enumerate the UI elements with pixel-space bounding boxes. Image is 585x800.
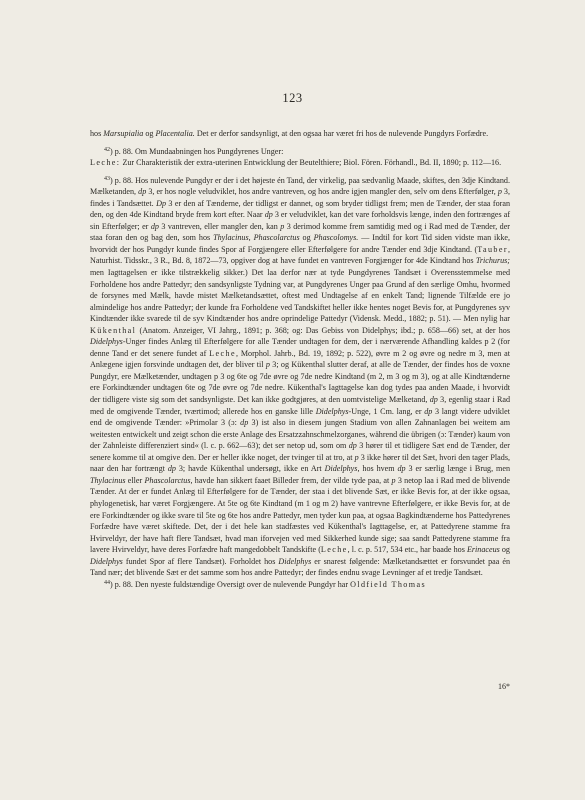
text-run: er snarest følgende: Mælketandsættet er forsvundet paa én Tand nær; det blivende Sæt er det samme som hos andre Pattedyr; der findes endnu svage Levninger af et tredje Tandsæt.	[90, 556, 510, 578]
italic-run: p	[354, 452, 359, 462]
author-name: Oldfield Thomas	[350, 579, 426, 589]
italic-run: Trichurus;	[475, 256, 510, 266]
text-run: -Unge, 1 Cm. lang, er	[348, 406, 425, 416]
italic-run: Dp	[156, 198, 166, 208]
italic-run: dp	[397, 464, 406, 474]
italic-run: Didelphys	[315, 406, 349, 416]
text-run: hos	[90, 129, 104, 138]
text-run: ) p. 88. Den nyeste fuldstændige Oversigt over de nulevende Pungdyr har	[110, 579, 351, 589]
text-run: og	[143, 129, 156, 138]
text-run: — Indtil for kort Tid siden vidste man ikke, hvorvidt der hos Pungdyr kunde findes Spor af Forgjængere eller Efterfølgere for andre Tænder end 3dje Kindtand. (	[90, 233, 511, 254]
text-run: eller	[125, 475, 145, 485]
note-number: 43	[104, 175, 110, 182]
text-run: 3, egenlig staar i Rad med de omgivende Tænder, tværtimod; allerede hos en ganske lille	[90, 395, 511, 416]
text-run: 3 er den af Tænderne, der tidligst er dannet, og som bryder tidligst frem; men de Tænder, der staa foran den, og den 4de Kindtand bryde frem kort efter. Naar	[90, 198, 510, 220]
text-run: , hos hvem	[357, 464, 398, 474]
italic-run: Didelphys	[324, 464, 358, 474]
note-42-reference	[90, 157, 510, 169]
text-run: 3; og Kükenthal slutter deraf, at alle de Tænder, der findes hos de voxne Pungdyr, ere Mælketænder, undtagen p 3 og 6te og 7de øvre og 7de nedre Kindtand (m 2, m 3 og m 3), og at alle Kindtænderne ere Forkindtænder undtagen 6te og 7de øvre og 7de nedre. Kükenthal's Iagttagelse kan dog tydes paa anden Maade, i hvorvidt der tidligere viste sig som det sandsynligste. Det kan ikke godtgjøres, at den uomtvistelige Mælketand,	[90, 360, 510, 405]
text-run: 3, findes i Tandsættet.	[90, 187, 510, 208]
text-run: 3 er veludviklet, kan det vare forholdsvis længe, inden den fortrænges af sin Efterfølger; er	[90, 210, 511, 231]
text-run: fundet Spor af flere Tandsæt). Forholdet hos	[122, 556, 279, 566]
italic-run: Phascolomys.	[313, 233, 359, 243]
text-run: Det er derfor sandsynligt, at den ogsaa har været fri hos de nulevende Pungdyrs Forfædre.	[194, 129, 489, 138]
text-run: 3 vantreven, eller mangler den, kan	[158, 221, 281, 231]
italic-run: dp	[240, 418, 249, 428]
text-run: 3 derimod komme frem samtidig med og i Rad med de Tænder, der staa foran den og bag den, som hos	[90, 221, 510, 243]
text-run: 3 langt videre udviklet end de omgivende Tænder: »Primolar 3 (ɔ:	[90, 406, 510, 428]
note-44	[90, 579, 510, 591]
note-number: 44	[104, 579, 110, 586]
italic-run: Didelphys	[90, 556, 123, 566]
text-body	[90, 128, 510, 590]
italic-run: dp	[424, 406, 433, 416]
text-run: , Naturhist. Tidsskr., 3 R., Bd. 8, 1872—73, opgiver dog at have fundet en vantreven Forgjænger for 4de Kindtand hos	[90, 244, 510, 266]
note-43	[90, 175, 510, 579]
text-run: Zur Charakteristik der extra-uterinen Entwicklung der Beutelthiere; Biol. Fören. Förhandl., Bd. II, 1890; p. 112—16.	[120, 158, 502, 168]
italic-run: dp	[264, 210, 273, 220]
italic-run: Thylacinus	[90, 475, 126, 485]
text-run: Kükenthal	[90, 325, 137, 335]
note-number: 42	[104, 146, 110, 153]
italic-run: dp	[429, 395, 438, 405]
italic-run: Marsupialia	[103, 129, 144, 138]
text-run: (Anatom. Anzeiger, VI Jahrg., 1891; p. 368; og: Das Gebiss von Didelphys; ibd.; p. 658—66) set, at der hos	[136, 325, 510, 335]
italic-run: dp	[348, 441, 357, 451]
text-run: 3 netop laa i Rad med de blivende Tænder. At der er fundet Anlæg til Efterfølgere for de Tænder, der staa i det blivende Sæt, er ikke Bevis for, at der ikke ogsaa, phylogenetisk, har været Forgjængere. At 5te og 6te Kindtand (m 1 og m 2) have vantrevne Efterfølgere, er ikke Bevis for, at de ere Forkindtænder og ikke svare til 5te og 6te hos andre Pattedyr, men tyder kun paa, at ogsaa Bagkindtænderne hos Pattedyrenes Forfædre have været skiftede. Det, der i det hele kan stadfæstes ved Kükenthal's Iagttagelse, er, at Pattedyrene stamme fra Hvirveldyr, der have haft flere Tandsæt, hvad man iforvejen ved med Sikkerhed kunde sige; saa sandt Pattedyrene stamme fra lavere Hvirveldyr, have deres Forfædre haft mangedobbelt Tandskifte (	[90, 475, 510, 555]
text-run: 3; havde Kükenthal undersøgt, ikke en Art	[175, 464, 325, 474]
italic-run: p	[280, 221, 285, 231]
text-run: , l. c. p. 517, 534 etc., har baade hos	[347, 545, 467, 555]
italic-run: Thylacinus, Phascolarctus	[213, 233, 300, 243]
italic-run: Didelphys	[90, 337, 123, 347]
page-number: 123	[282, 91, 303, 105]
text-run: og	[299, 233, 314, 243]
italic-run: Placentalia.	[155, 129, 195, 138]
text-run: 3 hører til et tidligere Sæt end de Tænder, der senere komme til at omgive den. Der er heller ikke noget, der tvinger til at tro, at	[90, 441, 510, 462]
italic-run: p	[391, 475, 396, 485]
note-42	[90, 146, 510, 158]
text-run: -Unger findes Anlæg til Efterfølgere for alle Tænder undtagen for dem, der i nærværende Afhandling kaldes p 2 (for denne Tand er det senere fundet af	[90, 337, 510, 358]
text-run: 3) ist also in diesem jungen Stadium von allen Zahnanlagen bei weitem am weitesten entwickelt und zeigt schon die erste Anlage des Ersatzzahnschmelzorganes, während die übrigen (ɔ: Tænder) kaum von der Zahnleiste differenziert sind« (l. c. p. 662—63); det ser netop ud, som om	[90, 418, 510, 451]
text-run: og	[499, 545, 510, 555]
text-run: , havde han sikkert faaet Billeder frem, der vilde tyde paa, at	[190, 475, 392, 485]
italic-run: p	[497, 187, 502, 197]
text-run: 3 ikke hører til det Sæt, hvori den tager Plads, naar den har fortrængt	[90, 452, 510, 474]
text-run: 3, er hos nogle veludviklet, hos andre vantreven, og hos andre igjen mangler den, selv om dens Efterfølger,	[146, 187, 498, 197]
italic-run: Phascolarctus	[144, 475, 191, 485]
text-run: 3 er særlig længe i Brug, men	[405, 464, 510, 474]
text-run: ) p. 88. Hos nulevende Pungdyr er der i det højeste én Tand, der virkelig, paa sædvanlig Maade, skiftes, den 3dje Kindtand. Mælketanden,	[90, 175, 510, 197]
text-run: Leche	[320, 545, 348, 555]
italic-run: p	[265, 360, 270, 370]
italic-run: Didelphys	[278, 556, 312, 566]
italic-run: dp	[138, 187, 147, 197]
text-run: Leche	[209, 348, 236, 358]
paragraph-continuation	[90, 128, 510, 140]
italic-run: dp	[167, 464, 176, 474]
text-run: , Morphol. Jahrb., Bd. 19, 1892; p. 522), øvre m 2 og øvre og nedre m 3, men at Anlægene igjen forsvinde undtagen det, der bliver til	[90, 348, 510, 370]
signature-mark: 16*	[498, 682, 510, 691]
italic-run: dp	[150, 221, 159, 231]
author-name: Leche:	[90, 158, 121, 168]
text-run: ) p. 88. Om Mundaabningen hos Pungdyrenes Unger:	[110, 146, 284, 156]
text-run: men Iagttagelsen er ikke tilstrækkelig sikker.) Det laa derfor nær at tyde Pungdyrenes Tandsæt i Overensstemmelse med Forholdene hos andre Pattedyr; den sandsynligste Tydning var, at Pungdyrenes Unger paa Grund af den særlige Omhu, hvormed de forsynes med Mælk, havde mistet Mælketandsættet, oftest med Undtagelse af en enkelt Tand; lignende Tilfælde ere jo almindelige hos andre Pattedyr; der kunde fra Forholdene ved Tandskiftet heller ikke hentes noget Bevis for, at Pungdyrenes syv Kindtænder ikke svarede til de syv Kindtænder hos andre oprindelige Pattedyr (Vidensk. Medd., 1882; p. 51). — Men nylig har	[90, 268, 510, 324]
italic-run: Erinaceus	[466, 545, 500, 555]
text-run: Tauber	[477, 244, 508, 254]
